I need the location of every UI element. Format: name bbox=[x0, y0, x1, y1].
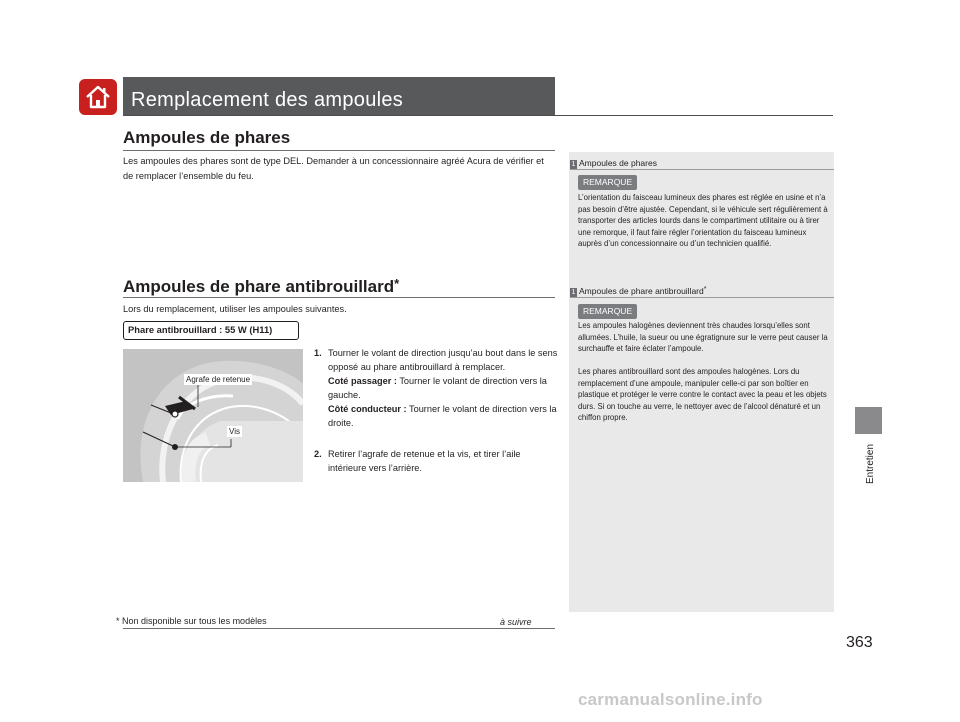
note-title: Ampoules de phares bbox=[579, 158, 657, 168]
note-marker-icon: 1 bbox=[571, 289, 576, 296]
note-title-headlights bbox=[570, 158, 657, 169]
step-number: 1. bbox=[314, 348, 322, 358]
step-line bbox=[328, 374, 560, 402]
section-heading-fog bbox=[123, 276, 399, 297]
note-body: Les phares antibrouillard sont des ampoules halogènes. Lors du remplacement d’une ampoule, manipuler celle-ci par son boîtier en plastique et protéger le verre contre le contact avec la peau et les objets durs. Si on touche au verre, le nettoyer avec de l’alcool dénaturé et un chiffon propre. bbox=[578, 367, 827, 423]
title-rule bbox=[123, 115, 833, 116]
note-title: Ampoules de phare antibrouillard bbox=[579, 286, 704, 296]
note-rule bbox=[570, 297, 834, 298]
step-text bbox=[328, 447, 560, 475]
remark-badge: REMARQUE bbox=[578, 175, 637, 190]
step-line-bold: Côté conducteur : bbox=[328, 404, 407, 414]
footnote: * Non disponible sur tous les modèles bbox=[116, 616, 267, 626]
step-line-plain: Tourner le volant de direction vers la gauche. bbox=[328, 376, 547, 400]
section-heading-fog-text: Ampoules de phare antibrouillard bbox=[123, 277, 395, 296]
home-icon[interactable] bbox=[79, 79, 117, 115]
section-rule bbox=[123, 297, 555, 298]
house-glyph bbox=[84, 83, 112, 111]
remark-badge: REMARQUE bbox=[578, 304, 637, 319]
step-line-plain: Tourner le volant de direction vers la droite. bbox=[328, 404, 557, 428]
bulb-spec-label: Phare antibrouillard : 55 W (H11) bbox=[128, 324, 273, 335]
step-line-bold: Coté passager : bbox=[328, 376, 397, 386]
step-line bbox=[328, 402, 560, 430]
availability-star: * bbox=[394, 276, 400, 291]
callout-screw: Vis bbox=[229, 427, 240, 436]
footer-rule bbox=[123, 628, 555, 629]
note-body: Les ampoules halogènes deviennent très chaudes lorsqu’elles sont allumées. L’huile, la sueur ou une égratignure sur le verre peut causer la surchauffe et faire éclater l’ampoule. bbox=[578, 321, 828, 354]
side-tab-label: Entretien bbox=[865, 443, 876, 484]
availability-star: * bbox=[703, 286, 707, 293]
page-number: 363 bbox=[846, 634, 873, 651]
step-line: Tourner le volant de direction jusqu’au bout dans le sens opposé au phare antibrouillard à remplacer. bbox=[328, 348, 558, 372]
bulb-spec-box bbox=[123, 321, 299, 340]
side-tab bbox=[853, 440, 876, 500]
step-text bbox=[328, 346, 560, 430]
section-body-headlights: Les ampoules des phares sont de type DEL. Demander à un concessionnaire agréé Acura de vérifier et de remplacer l’ensemble du feu. bbox=[123, 156, 544, 181]
note-body: L’orientation du faisceau lumineux des phares est réglée en usine et n’a pas besoin d’être ajustée. Cependant, si le véhicule sert régulièrement à transporter des articles lourds dans le compartiment utilitaire ou à tirer une remorque, il faut faire régler l’orientation du faisceau lumineux auprès d’un concessionnaire ou d’un technicien qualifié. bbox=[578, 193, 828, 249]
section-heading-headlights: Ampoules de phares bbox=[123, 128, 291, 147]
note-title-fog bbox=[570, 286, 706, 297]
page-title: Remplacement des ampoules bbox=[131, 89, 404, 111]
fog-light-illustration bbox=[123, 349, 303, 482]
section-rule bbox=[123, 150, 555, 151]
wheel-well-drawing bbox=[123, 349, 303, 482]
note-rule bbox=[570, 169, 834, 170]
step-number: 2. bbox=[314, 449, 322, 459]
side-tab-marker[interactable] bbox=[855, 407, 882, 434]
step-line: Retirer l’agrafe de retenue et la vis, et tirer l’aile intérieure vers l’arrière. bbox=[328, 449, 521, 473]
section-intro: Lors du remplacement, utiliser les ampoules suivantes. bbox=[123, 304, 347, 314]
watermark: carmanualsonline.info bbox=[578, 690, 763, 709]
note-marker-icon: 1 bbox=[571, 161, 576, 168]
callout-retaining-clip: Agrafe de retenue bbox=[186, 375, 251, 384]
continued-label: à suivre bbox=[500, 617, 532, 627]
